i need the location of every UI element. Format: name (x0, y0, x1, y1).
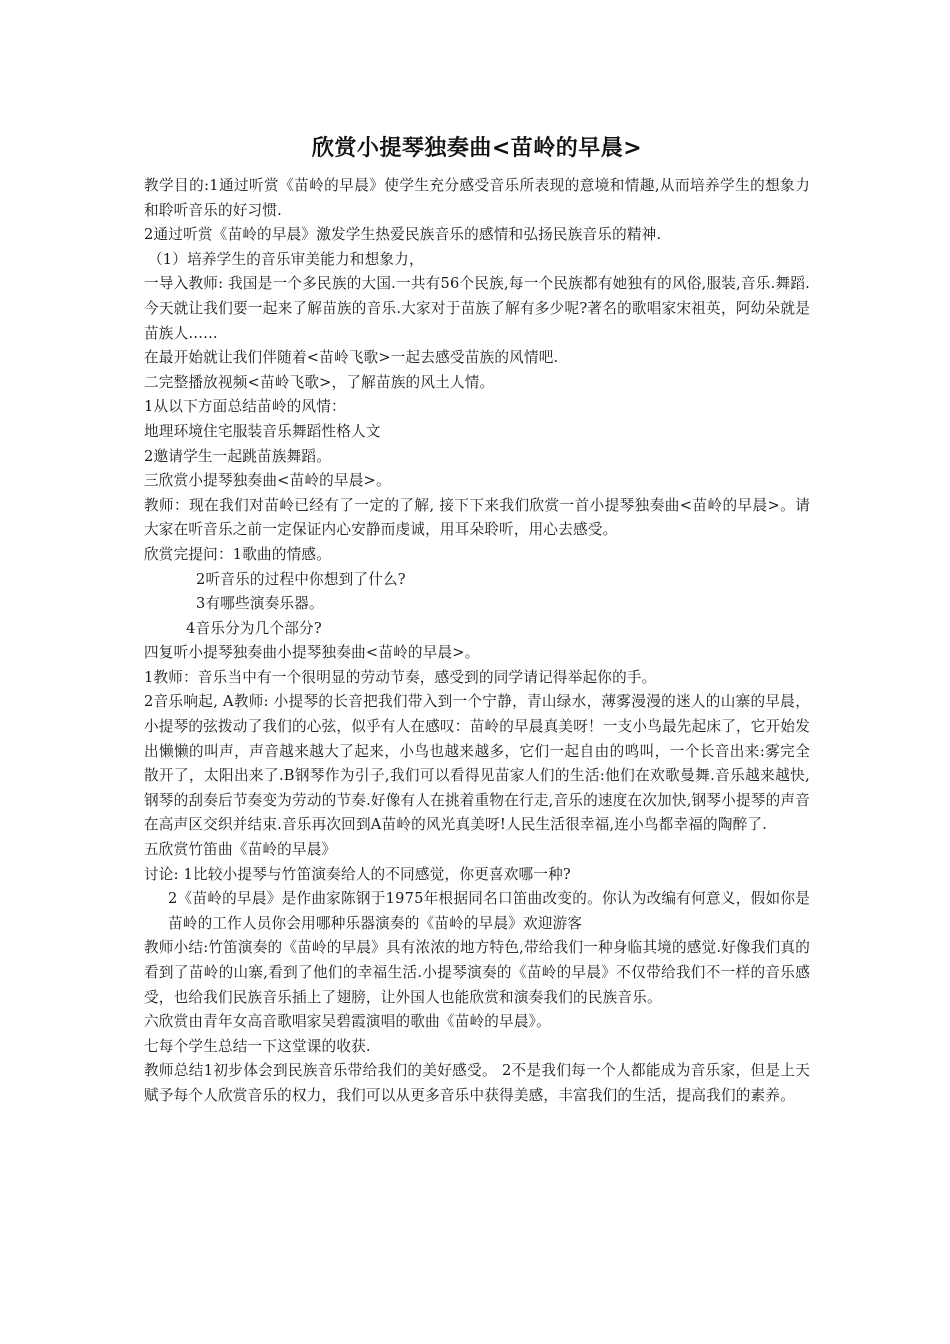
document-title: 欣赏小提琴独奏曲<苗岭的早晨> (311, 136, 643, 161)
paragraph-section-5: 五欣赏竹笛曲《苗岭的早晨》 (144, 841, 337, 859)
paragraph-question-1: 欣赏完提问：1歌曲的情感。 (144, 545, 332, 563)
document-body (144, 174, 810, 1109)
paragraph-section-4: 四复听小提琴独奏曲小提琴独奏曲<苗岭的早晨>。 (144, 644, 480, 662)
paragraph-objective-3: （1）培养学生的音乐审美能力和想象力， (148, 250, 424, 268)
paragraph-question-4: 4音乐分为几个部分? (186, 619, 322, 637)
paragraph-section-4-item-2: 2音乐响起, A教师: 小提琴的长音把我们带入到一个宁静，青山绿水，薄雾漫漫的迷人的山寨的早晨，小提琴的弦拨动了我们的心弦，似乎有人在感叹：苗岭的早晨真美呀！一支小鸟最先起床了，它开始发出懒懒的叫声，声音越来越大了起来，小鸟也越来越多，它们一起自由的鸣叫，一个长音出来:雾完全散开了，太阳出来了.B钢琴作为引子,我们可以看得见苗家人们的生活:他们在欢歌曼舞.音乐越来越快,钢琴的刮奏后节奏变为劳动的节奏.好像有人在挑着重物在行走,音乐的速度在次加快,钢琴小提琴的声音在高声区交织并结束.音乐再次回到A苗岭的风光真美呀!人民生活很幸福,连小鸟都幸福的陶醉了. (144, 693, 810, 834)
paragraph-discussion-1: 讨论: 1比较小提琴与竹笛演奏给人的不同感觉，你更喜欢哪一种? (144, 865, 571, 883)
paragraph-section-1: 一导入教师: 我国是一个多民族的大国.一共有56个民族,每一个民族都有她独有的风俗,服装,音乐.舞蹈.今天就让我们要一起来了解苗族的音乐.大家对于苗族了解有多少呢?著名的歌唱家宋祖英，阿幼朵就是苗族人…… (144, 275, 810, 342)
paragraph-aspects: 地理环境住宅服装音乐舞蹈性格人文 (144, 422, 381, 440)
paragraph-objective-1: 教学目的:1通过听赏《苗岭的早晨》使学生充分感受音乐所表现的意境和情趣,从而培养学生的想象力和聆听音乐的好习惯. (144, 177, 810, 219)
paragraph-conclusion: 教师总结1初步体会到民族音乐带给我们的美好感受。 2不是我们每一个人都能成为音乐家，但是上天赋予每个人欣赏音乐的权力，我们可以从更多音乐中获得美感，丰富我们的生活，提高我们的素养。 (144, 1062, 810, 1104)
paragraph-intro-song: 在最开始就让我们伴随着<苗岭飞歌>一起去感受苗族的风情吧. (144, 349, 559, 367)
paragraph-teacher-summary: 教师小结:竹笛演奏的《苗岭的早晨》具有浓浓的地方特色,带给我们一种身临其境的感觉.好像我们真的看到了苗岭的山寨,看到了他们的幸福生活.小提琴演奏的《苗岭的早晨》不仅带给我们不一样的音乐感受，也给我们民族音乐插上了翅膀，让外国人也能欣赏和演奏我们的民族音乐。 (144, 939, 810, 1006)
paragraph-section-2-item-2: 2邀请学生一起跳苗族舞蹈。 (144, 447, 332, 465)
paragraph-teacher-intro: 教师：现在我们对苗岭已经有了一定的了解, 接下下来我们欣赏一首小提琴独奏曲<苗岭的早晨>。请大家在听音乐之前一定保证内心安静而虔诚，用耳朵聆听，用心去感受。 (144, 496, 810, 539)
paragraph-question-2: 2听音乐的过程中你想到了什么? (196, 570, 406, 588)
paragraph-section-6: 六欣赏由青年女高音歌唱家吴碧霞演唱的歌曲《苗岭的早晨》。 (144, 1013, 551, 1031)
paragraph-section-2-item-1: 1从以下方面总结苗岭的风情： (144, 398, 346, 416)
paragraph-objective-2: 2通过听赏《苗岭的早晨》激发学生热爱民族音乐的感情和弘扬民族音乐的精神. (144, 226, 662, 244)
paragraph-discussion-2: 2《苗岭的早晨》是作曲家陈钢于1975年根据同名口笛曲改变的。你认为改编有何意义，假如你是苗岭的工作人员你会用哪种乐器演奏的《苗岭的早晨》欢迎游客 (168, 890, 810, 932)
paragraph-question-3: 3有哪些演奏乐器。 (196, 595, 324, 613)
paragraph-section-7: 七每个学生总结一下这堂课的收获. (144, 1037, 371, 1055)
paragraph-section-2: 二完整播放视频<苗岭飞歌>，了解苗族的风土人情。 (144, 373, 495, 391)
document-page (144, 0, 810, 1109)
paragraph-section-3: 三欣赏小提琴独奏曲<苗岭的早晨>。 (144, 472, 391, 490)
paragraph-section-4-item-1: 1教师：音乐当中有一个很明显的劳动节奏，感受到的同学请记得举起你的手。 (144, 668, 657, 686)
